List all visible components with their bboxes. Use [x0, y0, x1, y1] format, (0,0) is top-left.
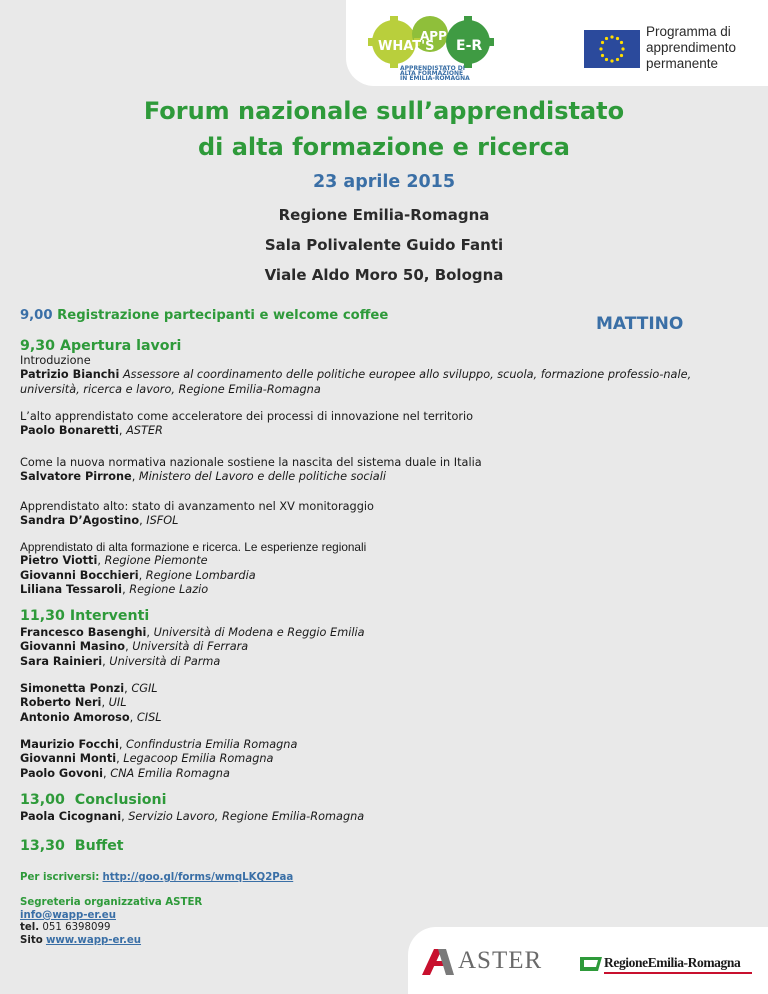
talk-speaker-row: Salvatore Pirrone, Ministero del Lavoro e delle politiche sociali — [20, 470, 386, 484]
speaker-affiliation: ASTER — [126, 424, 163, 438]
speaker-name: Giovanni Bocchieri — [20, 568, 139, 582]
speaker-name: Antonio Amoroso — [20, 710, 130, 724]
intro-speaker-row — [20, 368, 740, 397]
venue-region: Regione Emilia-Romagna — [278, 206, 490, 224]
speaker-affiliation: Università di Modena e Reggio Emilia — [153, 626, 365, 639]
speaker-row: Roberto Neri, UIL — [20, 696, 127, 710]
interventi-label: Interventi — [69, 608, 150, 624]
speaker-row: Simonetta Ponzi, CGIL — [20, 682, 158, 695]
opening-heading — [20, 338, 181, 354]
speaker-affiliation: CISL — [136, 710, 162, 724]
talk-topic: L’alto apprendistato come acceleratore dei processi di innovazione nel territorio — [20, 410, 474, 423]
talk-block — [20, 500, 740, 529]
speaker-row: Giovanni Monti, Legacoop Emilia Romagna — [20, 752, 274, 766]
talk-speaker-row: Pietro Viotti, Regione Piemonte — [20, 554, 208, 568]
regione-underline — [604, 972, 752, 974]
logo-tagline-1: APPRENDISTATO DI — [400, 65, 466, 72]
interventi-heading — [20, 608, 149, 624]
email-link[interactable]: info@wapp-er.eu — [20, 909, 116, 921]
page-title — [0, 93, 768, 165]
eu-flag-icon — [584, 30, 640, 68]
regione-wordmark: RegioneEmilia-Romagna — [604, 955, 741, 970]
eu-line: permanente — [646, 56, 719, 71]
logo-tagline-3: IN EMILIA-ROMAGNA — [400, 75, 470, 80]
tel-value: 051 6398099 — [42, 922, 111, 934]
talk-block — [20, 456, 740, 485]
speaker-affiliation: Servizio Lavoro, Regione Emilia-Romagna — [128, 810, 365, 823]
conclusioni-block — [20, 810, 740, 824]
title-line-2: di alta formazione e ricerca — [197, 133, 571, 161]
speaker-row: Maurizio Focchi, Confindustria Emilia Romagna — [20, 738, 298, 751]
speaker-name: Simonetta Ponzi — [20, 682, 125, 695]
conclusioni-time: 13,00 — [20, 792, 65, 808]
speaker-row: Giovanni Masino, Università di Ferrara — [20, 640, 249, 654]
speaker-row: Antonio Amoroso, CISL — [20, 710, 162, 724]
logo-tagline-2: ALTA FORMAZIONE — [400, 70, 464, 77]
buffet-heading — [20, 838, 124, 854]
wapp-er-logo — [364, 12, 524, 80]
talk-topic: Apprendistato alto: stato di avanzamento nel XV monitoraggio — [20, 500, 374, 513]
tel-label: tel. — [20, 922, 40, 934]
speaker-name: Giovanni Monti — [20, 752, 117, 766]
regione-logo — [580, 955, 758, 975]
talk-block — [20, 410, 740, 439]
speaker-name: Sara Rainieri — [20, 654, 103, 668]
registration-heading — [20, 308, 388, 323]
header-logos — [346, 0, 768, 86]
opening-label: Apertura lavori — [59, 338, 182, 354]
register-link[interactable]: http://goo.gl/forms/wmqLKQ2Paa — [102, 872, 294, 883]
event-date: 23 aprile 2015 — [312, 172, 456, 192]
talk-topic: Come la nuova normativa nazionale sostiene la nascita del sistema duale in Italia — [20, 456, 482, 469]
speaker-name: Giovanni Masino — [20, 640, 126, 654]
speaker-affiliation: Università di Parma — [109, 654, 221, 668]
register-info — [20, 872, 293, 885]
talk-speaker-row: Paolo Bonaretti, ASTER — [20, 424, 163, 438]
session-label: MATTINO — [596, 314, 684, 334]
secretariat-info — [20, 897, 202, 947]
speaker-name: Paolo Govoni — [20, 766, 104, 780]
speaker-row: Francesco Basenghi, Università di Modena e Reggio Emilia — [20, 626, 365, 639]
talk-block — [20, 540, 740, 598]
venue-room: Sala Polivalente Guido Fanti — [264, 236, 504, 254]
speaker-name: Maurizio Focchi — [20, 738, 119, 751]
eu-line: apprendimento — [646, 40, 737, 55]
interventi-time: 11,30 — [20, 608, 65, 624]
speaker-row: Sara Rainieri, Università di Parma — [20, 654, 221, 668]
speaker-row: Paolo Govoni, CNA Emilia Romagna — [20, 766, 230, 780]
eu-line: Programma di — [646, 24, 731, 39]
interventi-group — [20, 738, 740, 781]
registration-time: 9,00 — [20, 308, 53, 323]
logo-er: E-R — [456, 38, 483, 54]
logo-app: APP — [420, 29, 447, 43]
speaker-affiliation: Università di Ferrara — [132, 640, 249, 654]
footer-logos — [408, 927, 768, 994]
register-label: Per iscriversi: — [20, 872, 100, 883]
aster-mark-icon — [422, 949, 454, 975]
speaker-row: Paola Cicognani, Servizio Lavoro, Regione Emilia-Romagna — [20, 810, 365, 823]
speaker-name: Francesco Basenghi — [20, 626, 147, 639]
speaker-affiliation: Legacoop Emilia Romagna — [123, 752, 274, 766]
aster-logo — [422, 949, 562, 975]
intro-block — [20, 354, 740, 397]
speaker-name: Paola Cicognani — [20, 810, 122, 823]
conclusioni-heading — [20, 792, 166, 808]
aster-wordmark: ASTER — [458, 947, 543, 974]
talk-speaker-row: Liliana Tessaroli, Regione Lazio — [20, 583, 209, 597]
speaker-affiliation: Regione Piemonte — [104, 554, 208, 568]
logo-what: WHAT'S — [378, 39, 435, 54]
speaker-affiliation: Confindustria Emilia Romagna — [126, 738, 298, 751]
intro-label: Introduzione — [20, 354, 91, 367]
buffet-label: Buffet — [74, 838, 124, 854]
speaker-name: Liliana Tessaroli — [20, 583, 123, 597]
talk-speaker-row: Sandra D’Agostino, ISFOL — [20, 514, 179, 528]
speaker-name: Patrizio Bianchi — [20, 368, 120, 382]
title-line-1: Forum nazionale sull’apprendistato — [143, 97, 625, 125]
regione-flag-icon — [580, 957, 602, 971]
conclusioni-label: Conclusioni — [74, 792, 167, 808]
speaker-name: Salvatore Pirrone — [20, 470, 132, 484]
venue-address: Viale Aldo Moro 50, Bologna — [264, 266, 504, 284]
eu-programme-text — [646, 24, 736, 72]
speaker-affiliation: ISFOL — [146, 514, 179, 528]
interventi-group — [20, 682, 740, 725]
speaker-affiliation: Regione Lazio — [129, 583, 209, 597]
site-label: Sito — [20, 934, 43, 946]
speaker-affiliation: UIL — [108, 696, 127, 710]
site-link[interactable]: www.wapp-er.eu — [45, 934, 142, 946]
speaker-name: Sandra D’Agostino — [20, 514, 140, 528]
speaker-name: Pietro Viotti — [20, 554, 98, 568]
speaker-affiliation: Regione Lombardia — [145, 568, 256, 582]
opening-time: 9,30 — [20, 338, 56, 354]
talk-topic: Apprendistato di alta formazione e ricerca. Le esperienze regionali — [20, 540, 367, 554]
talk-speaker-row: Giovanni Bocchieri, Regione Lombardia — [20, 568, 256, 582]
buffet-time: 13,30 — [20, 838, 65, 854]
speaker-name: Roberto Neri — [20, 696, 102, 710]
speaker-affiliation: Ministero del Lavoro e delle politiche sociali — [138, 470, 386, 484]
speaker-affiliation: CGIL — [131, 682, 158, 695]
speaker-affiliation: Assessore al coordinamento delle politiche europee allo sviluppo, scuola, formazione professio-nale, università, ricerca e lavoro, Regione Emilia-Romagna — [20, 368, 692, 396]
registration-label: Registrazione partecipanti e welcome coffee — [57, 308, 389, 323]
speaker-name: Paolo Bonaretti — [20, 424, 119, 438]
speaker-affiliation: CNA Emilia Romagna — [110, 766, 230, 780]
interventi-group — [20, 626, 740, 669]
secretariat-label: Segreteria organizzativa ASTER — [20, 897, 203, 908]
